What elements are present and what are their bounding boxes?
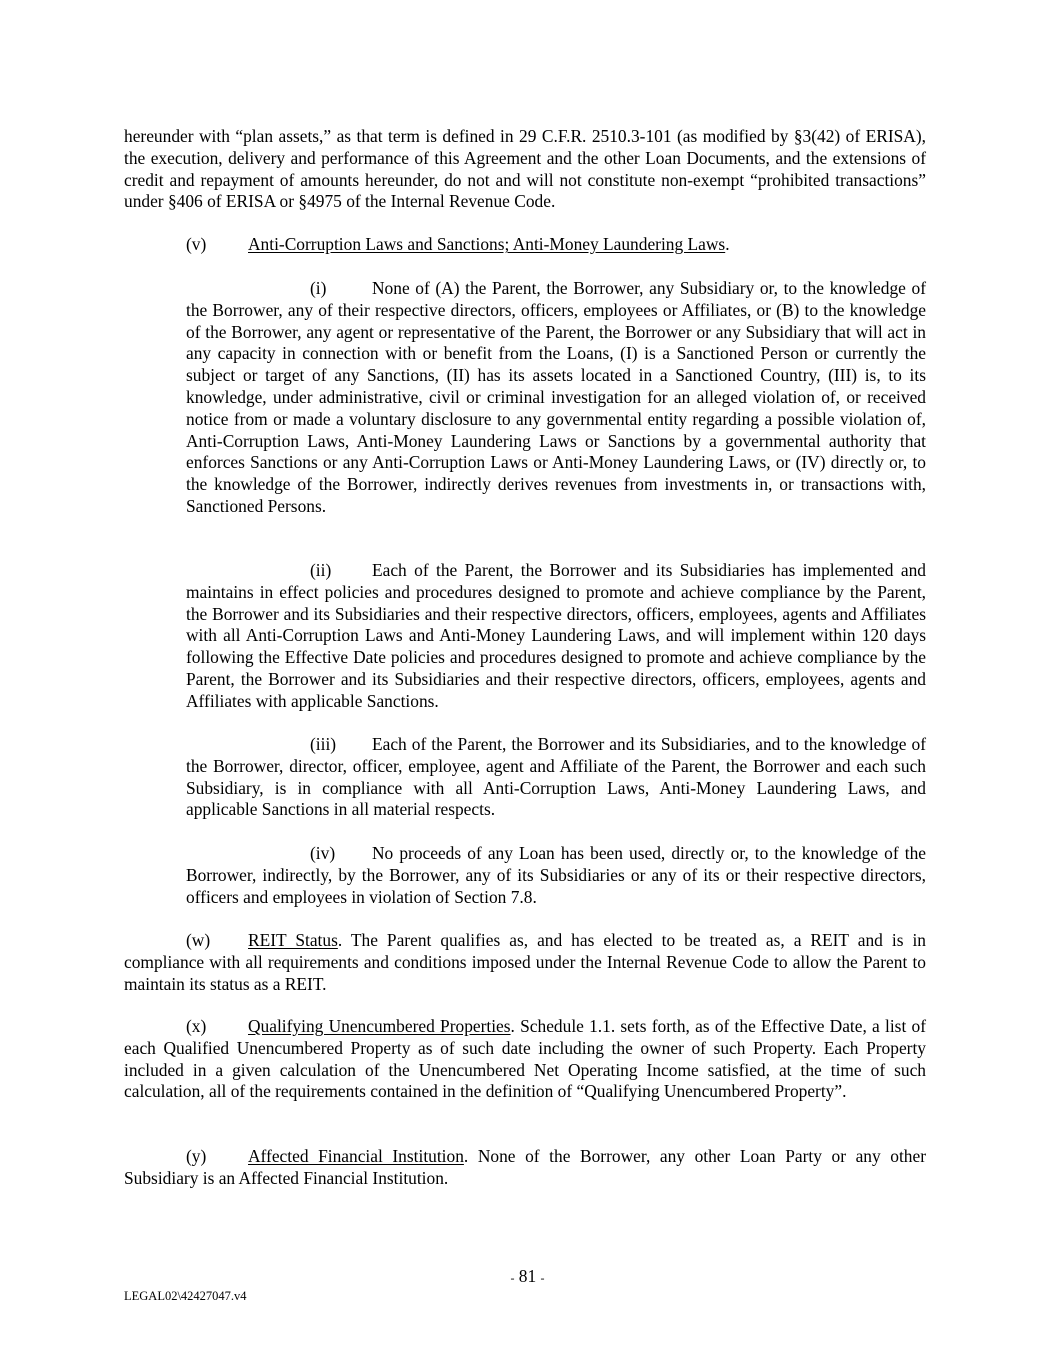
section-v-title: Anti-Corruption Laws and Sanctions; Anti-Money Laundering Laws — [248, 234, 726, 254]
subsection-iv-text: No proceeds of any Loan has been used, directly or, to the knowledge of the Borrower, indirectly, by the Borrower, any of its Subsidiaries or any of its or their respective directors, officers and employees in violation of Section 7.8. — [186, 843, 926, 907]
section-v-marker: (v) — [186, 234, 207, 254]
section-x — [124, 1016, 926, 1103]
subsection-i-text: None of (A) the Parent, the Borrower, any Subsidiary or, to the knowledge of the Borrower, any of their respective directors, officers, employees or Affiliates, or (B) to the knowledge of the Borrower, any agent or representative of the Parent, the Borrower or any Subsidiary that will act in any capacity in connection with or benefit from the Loans, (I) is a Sanctioned Person or currently the subject or target of any Sanctions, (II) has its assets located in a Sanctioned Country, (III) is, to its knowledge, under administrative, civil or criminal investigation for an alleged violation of, or received notice from or made a voluntary disclosure to any governmental entity regarding a possible violation of, Anti-Corruption Laws, Anti-Money Laundering Laws or Sanctions by a governmental authority that enforces Sanctions or any Anti-Corruption Laws or Anti-Money Laundering Laws, or (IV) directly or, to the knowledge of the Borrower, indirectly derives revenues from investments in, or transactions with, Sanctioned Persons. — [186, 278, 926, 516]
subsection-i-marker: (i) — [310, 278, 327, 298]
section-y-title: Affected Financial Institution — [248, 1146, 464, 1166]
subsection-ii-text: Each of the Parent, the Borrower and its Subsidiaries has implemented and maintains in effect policies and procedures designed to promote and achieve compliance by the Parent, the Borrower and its Subsidiaries and their respective directors, officers, employees, agents and Affiliates with all Anti-Corruption Laws and Anti-Money Laundering Laws, and will implement within 120 days following the Effective Date policies and procedures designed to promote and achieve compliance by the Parent, the Borrower and its Subsidiaries and their respective directors, officers, employees, agents and Affiliates with applicable Sanctions. — [186, 560, 926, 711]
subsection-iv-marker: (iv) — [310, 843, 336, 863]
subsection-ii — [186, 560, 926, 713]
section-w-text: . The Parent qualifies as, and has elected to be treated as, a REIT and is in compliance with all requirements and conditions imposed under the Internal Revenue Code to allow the Parent to maintain its status as a REIT. — [124, 930, 926, 994]
section-y-text: . None of the Borrower, any other Loan Party or any other Subsidiary is an Affected Financial Institution. — [124, 1146, 927, 1188]
subsection-iii — [186, 734, 926, 821]
section-x-title: Qualifying Unencumbered Properties — [248, 1016, 511, 1036]
subsection-iii-text: Each of the Parent, the Borrower and its Subsidiaries, and to the knowledge of the Borrower, director, officer, employee, agent and Affiliate of the Parent, the Borrower and each such Subsidiary, is in compliance with all Anti-Corruption Laws, Anti-Money Laundering Laws, and applicable Sanctions in all material respects. — [186, 734, 926, 820]
section-y — [124, 1146, 926, 1190]
subsection-iv — [186, 843, 926, 908]
document-id: LEGAL02\42427047.v4 — [124, 1289, 247, 1303]
subsection-ii-marker: (ii) — [310, 560, 332, 580]
section-y-marker: (y) — [186, 1146, 207, 1166]
page-number-value: 81 — [518, 1266, 537, 1286]
section-w-title: REIT Status — [248, 930, 338, 950]
intro-paragraph: hereunder with “plan assets,” as that term is defined in 29 C.F.R. 2510.3-101 (as modified by §3(42) of ERISA), the execution, delivery and performance of this Agreement and the other Loan Documents, and the extensions of credit and repayment of amounts hereunder, do not and will not constitute non-exempt “prohibited transactions” under §406 of ERISA or §4975 of the Internal Revenue Code. — [124, 126, 926, 212]
section-x-text: . Schedule 1.1. sets forth, as of the Effective Date, a list of each Qualified Unencumbered Property as of such date including the owner of such Property. Each Property included in a given calculation of the Unencumbered Net Operating Income satisfied, at the time of such calculation, all of the requirements contained in the definition of “Qualifying Unencumbered Property”. — [124, 1016, 926, 1102]
page-number-dash-right: - — [540, 1271, 545, 1285]
section-w — [124, 930, 926, 995]
page-number-dash-left: - — [510, 1271, 515, 1285]
subsection-iii-marker: (iii) — [310, 734, 337, 754]
section-v-heading — [186, 234, 730, 256]
page-number — [0, 1266, 1055, 1290]
subsection-i — [186, 278, 926, 518]
section-x-marker: (x) — [186, 1016, 207, 1036]
section-v-title-suffix: . — [725, 234, 730, 254]
section-w-marker: (w) — [186, 930, 211, 950]
